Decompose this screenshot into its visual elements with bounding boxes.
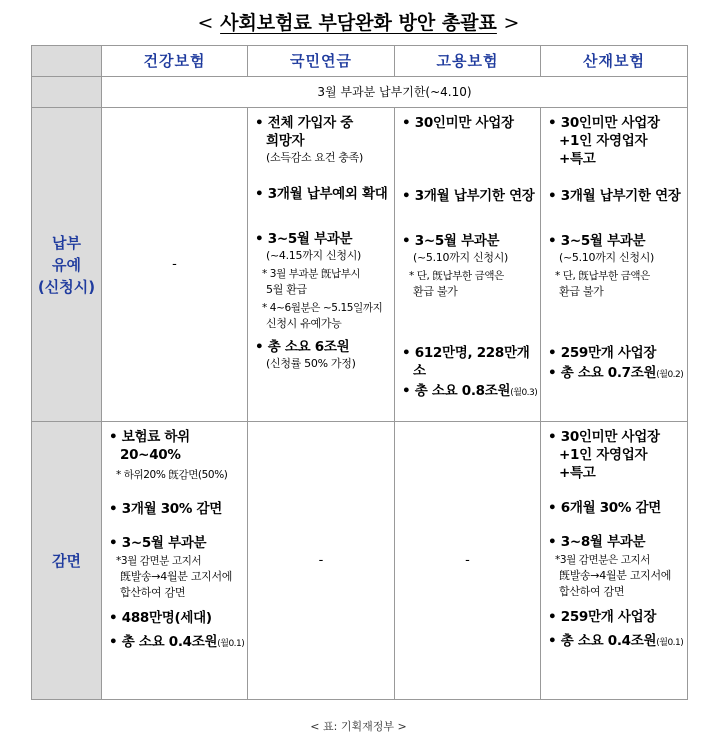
deferral-industrial-n1a: * 단, 旣납부한 금액은 <box>555 270 650 282</box>
reduction-industrial-b1: • 30인미만 사업장 <box>548 429 660 445</box>
deferral-industrial-b5-text: • 총 소요 0.7조원 <box>548 365 657 381</box>
header-row <box>32 46 688 77</box>
deferral-label-line3: (신청시) <box>37 277 96 296</box>
deferral-industrial-b5 <box>545 364 685 384</box>
reduction-industrial-b1c: +특고 <box>559 465 596 481</box>
reduction-industrial-n1a: *3월 감면분은 고지서 <box>555 554 650 566</box>
col-pension: 국민연금 <box>248 46 395 77</box>
deferral-pension-b2: • 3개월 납부예외 확대 <box>255 186 388 202</box>
deferral-industrial-n1b: 환급 불가 <box>559 285 604 298</box>
row-label-deferral <box>32 108 102 422</box>
deferral-pension-b4sub: (신청률 50% 가정) <box>266 357 356 370</box>
deferral-pension-cell <box>248 108 395 422</box>
reduction-health-b4: • 488만명(세대) <box>109 610 212 626</box>
deferral-industrial-b3sub: (~5.10까지 신청시) <box>559 251 655 264</box>
reduction-industrial-b5-text: • 총 소요 0.4조원 <box>548 633 657 649</box>
col-employment: 고용보험 <box>395 46 541 77</box>
summary-table <box>31 45 688 700</box>
reduction-industrial-b5-small: (월0.1) <box>656 638 684 648</box>
deferral-pension-n1b: 5월 환급 <box>266 283 307 296</box>
title-close-bracket: > <box>503 12 520 34</box>
deferral-label-line1: 납부 <box>52 233 81 252</box>
deferral-employment-b5-small: (월0.3) <box>510 388 538 398</box>
deferral-pension-b3: • 3~5월 부과분 <box>255 231 353 247</box>
reduction-employment-cell: - <box>395 422 541 700</box>
deferral-pension-b1b: 희망자 <box>266 133 305 149</box>
deferral-industrial-b1c: +특고 <box>559 151 596 167</box>
deferral-pension-b3sub: (~4.15까지 신청시) <box>266 249 362 262</box>
reduction-health-n0: * 하위20% 旣감면(50%) <box>116 469 228 481</box>
reduction-health-b1: • 보험료 하위 <box>109 429 190 445</box>
deadline-row <box>32 77 688 108</box>
reduction-health-cell <box>102 422 248 700</box>
source-caption: < 표: 기획재정부 > <box>310 720 407 733</box>
deferral-employment-b5-text: • 총 소요 0.8조원 <box>402 383 511 399</box>
col-industrial: 산재보험 <box>541 46 688 77</box>
deferral-health-cell: - <box>102 108 248 422</box>
reduction-health-b5 <box>106 633 245 653</box>
row-label-reduction: 감면 <box>32 422 102 700</box>
deferral-employment-b1: • 30인미만 사업장 <box>402 115 514 131</box>
reduction-health-n1b: 旣발송→4월분 고지서에 <box>120 570 233 583</box>
deferral-employment-n1b: 환급 불가 <box>413 285 458 298</box>
reduction-health-b5-small: (월0.1) <box>217 639 245 649</box>
reduction-industrial-b1b: +1인 자영업자 <box>559 447 648 463</box>
reduction-industrial-b4: • 259만개 사업장 <box>548 609 657 625</box>
deferral-employment-b2: • 3개월 납부기한 연장 <box>402 188 535 204</box>
reduction-row <box>32 422 688 700</box>
deferral-industrial-b1: • 30인미만 사업장 <box>548 115 660 131</box>
reduction-industrial-b3: • 3~8월 부과분 <box>548 534 646 550</box>
deferral-label-line2: 유예 <box>52 255 81 274</box>
deferral-pension-n1a: * 3월 부과분 旣납부시 <box>262 268 361 280</box>
reduction-industrial-n1c: 합산하여 감면 <box>559 585 625 598</box>
deferral-industrial-b1b: +1인 자영업자 <box>559 133 648 149</box>
reduction-health-n1a: *3월 감면분 고지서 <box>116 555 202 567</box>
deferral-industrial-b5-small: (월0.2) <box>656 370 684 380</box>
reduction-pension-cell: - <box>248 422 395 700</box>
deferral-employment-cell <box>395 108 541 422</box>
deferral-employment-b5 <box>399 382 538 402</box>
deferral-employment-b3: • 3~5월 부과분 <box>402 233 500 249</box>
deferral-industrial-cell <box>541 108 688 422</box>
title-text: 사회보험료 부담완화 방안 총괄표 <box>220 12 497 34</box>
page-title <box>0 8 717 35</box>
deferral-pension-n2a: * 4~6월분은 ~5.15일까지 <box>262 302 383 314</box>
deferral-industrial-b3: • 3~5월 부과분 <box>548 233 646 249</box>
deferral-row <box>32 108 688 422</box>
deferral-industrial-b4: • 259만개 사업장 <box>548 345 657 361</box>
reduction-industrial-b5 <box>545 632 685 652</box>
reduction-health-b1b: 20~40% <box>120 447 181 463</box>
deferral-employment-b3sub: (~5.10까지 신청시) <box>413 251 509 264</box>
reduction-industrial-b2: • 6개월 30% 감면 <box>548 500 661 516</box>
header-corner <box>32 46 102 77</box>
deferral-industrial-b2: • 3개월 납부기한 연장 <box>548 188 681 204</box>
reduction-health-b2: • 3개월 30% 감면 <box>109 501 222 517</box>
reduction-health-n1c: 합산하여 감면 <box>120 586 186 599</box>
title-open-bracket: < <box>197 12 214 34</box>
deadline-text: 3월 부과분 납부기한(~4.10) <box>102 77 688 108</box>
deferral-pension-b1sub: (소득감소 요건 충족) <box>266 151 363 164</box>
deferral-pension-n2b: 신청시 유예가능 <box>266 317 342 330</box>
col-health: 건강보험 <box>102 46 248 77</box>
reduction-industrial-n1b: 旣발송→4월분 고지서에 <box>559 569 672 582</box>
deferral-pension-b4: • 총 소요 6조원 <box>255 339 350 355</box>
deferral-pension-b1: • 전체 가입자 중 <box>255 115 353 131</box>
deferral-employment-b4: • 612만명, 228만개소 <box>402 345 530 379</box>
deferral-employment-n1a: * 단, 旣납부한 금액은 <box>409 270 504 282</box>
reduction-industrial-cell <box>541 422 688 700</box>
reduction-health-b5-text: • 총 소요 0.4조원 <box>109 634 218 650</box>
reduction-health-b3: • 3~5월 부과분 <box>109 535 207 551</box>
deadline-row-corner <box>32 77 102 108</box>
